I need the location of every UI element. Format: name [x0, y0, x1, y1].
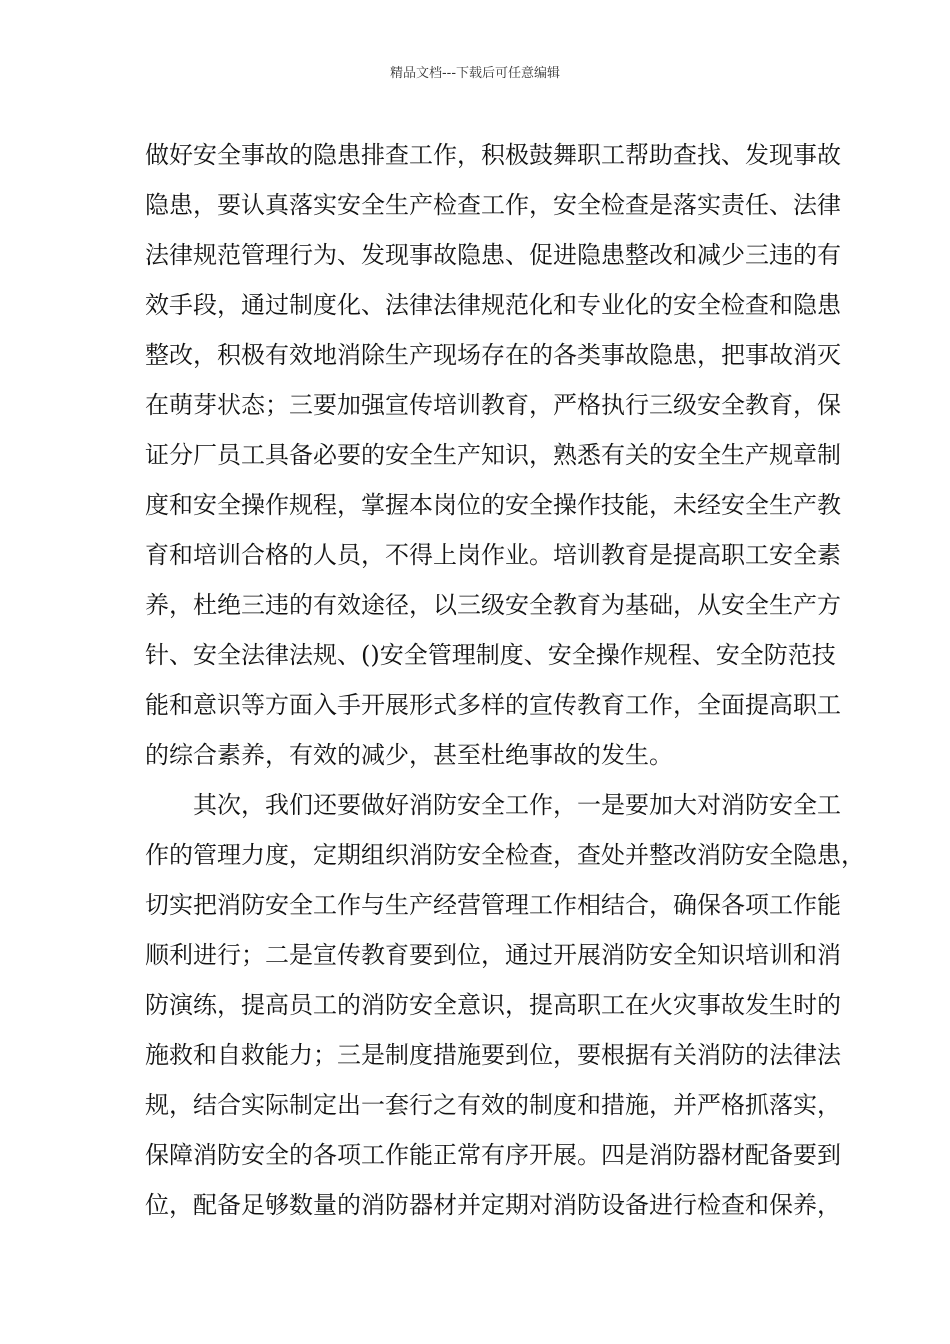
text-line: 整改，积极有效地消除生产现场存在的各类事故隐患，把事故消灭 — [145, 341, 841, 369]
text-line: 作的管理力度，定期组织消防安全检查，查处并整改消防安全隐患， — [145, 841, 865, 869]
text-line: 效手段，通过制度化、法律法律规范化和专业化的安全检查和隐患 — [145, 291, 841, 319]
text-line: 度和安全操作规程，掌握本岗位的安全操作技能，未经安全生产教 — [145, 491, 841, 519]
text-line: 在萌芽状态；三要加强宣传培训教育，严格执行三级安全教育，保 — [145, 391, 841, 419]
text-line: 做好安全事故的隐患排查工作，积极鼓舞职工帮助查找、发现事故 — [145, 141, 841, 169]
document-body — [145, 130, 865, 1230]
text-line: 法律规范管理行为、发现事故隐患、促进隐患整改和减少三违的有 — [145, 241, 841, 269]
text-line: 保障消防安全的各项工作能正常有序开展。四是消防器材配备要到 — [145, 1141, 841, 1169]
page-header: 精品文档---下载后可任意编辑 — [389, 66, 561, 81]
text-line: 隐患，要认真落实安全生产检查工作，安全检查是落实责任、法律 — [145, 191, 841, 219]
text-line: 能和意识等方面入手开展形式多样的宣传教育工作，全面提高职工 — [145, 691, 841, 719]
text-line: 规，结合实际制定出一套行之有效的制度和措施，并严格抓落实， — [145, 1091, 841, 1119]
text-line: 证分厂员工具备必要的安全生产知识，熟悉有关的安全生产规章制 — [145, 441, 841, 469]
text-line: 育和培训合格的人员，不得上岗作业。培训教育是提高职工安全素 — [145, 541, 841, 569]
text-line: 顺利进行；二是宣传教育要到位，通过开展消防安全知识培训和消 — [145, 941, 841, 969]
text-line: 养，杜绝三违的有效途径，以三级安全教育为基础，从安全生产方 — [145, 591, 841, 619]
text-line: 切实把消防安全工作与生产经营管理工作相结合，确保各项工作能 — [145, 891, 841, 919]
text-line: 防演练，提高员工的消防安全意识，提高职工在火灾事故发生时的 — [145, 991, 841, 1019]
text-line: 针、安全法律法规、()安全管理制度、安全操作规程、安全防范技 — [145, 641, 836, 669]
text-line: 的综合素养，有效的减少，甚至杜绝事故的发生。 — [145, 741, 673, 769]
text-line: 位，配备足够数量的消防器材并定期对消防设备进行检查和保养， — [145, 1191, 841, 1219]
text-line: 施救和自救能力；三是制度措施要到位，要根据有关消防的法律法 — [145, 1041, 841, 1069]
paragraph-start-line: 其次，我们还要做好消防安全工作，一是要加大对消防安全工 — [193, 791, 841, 819]
